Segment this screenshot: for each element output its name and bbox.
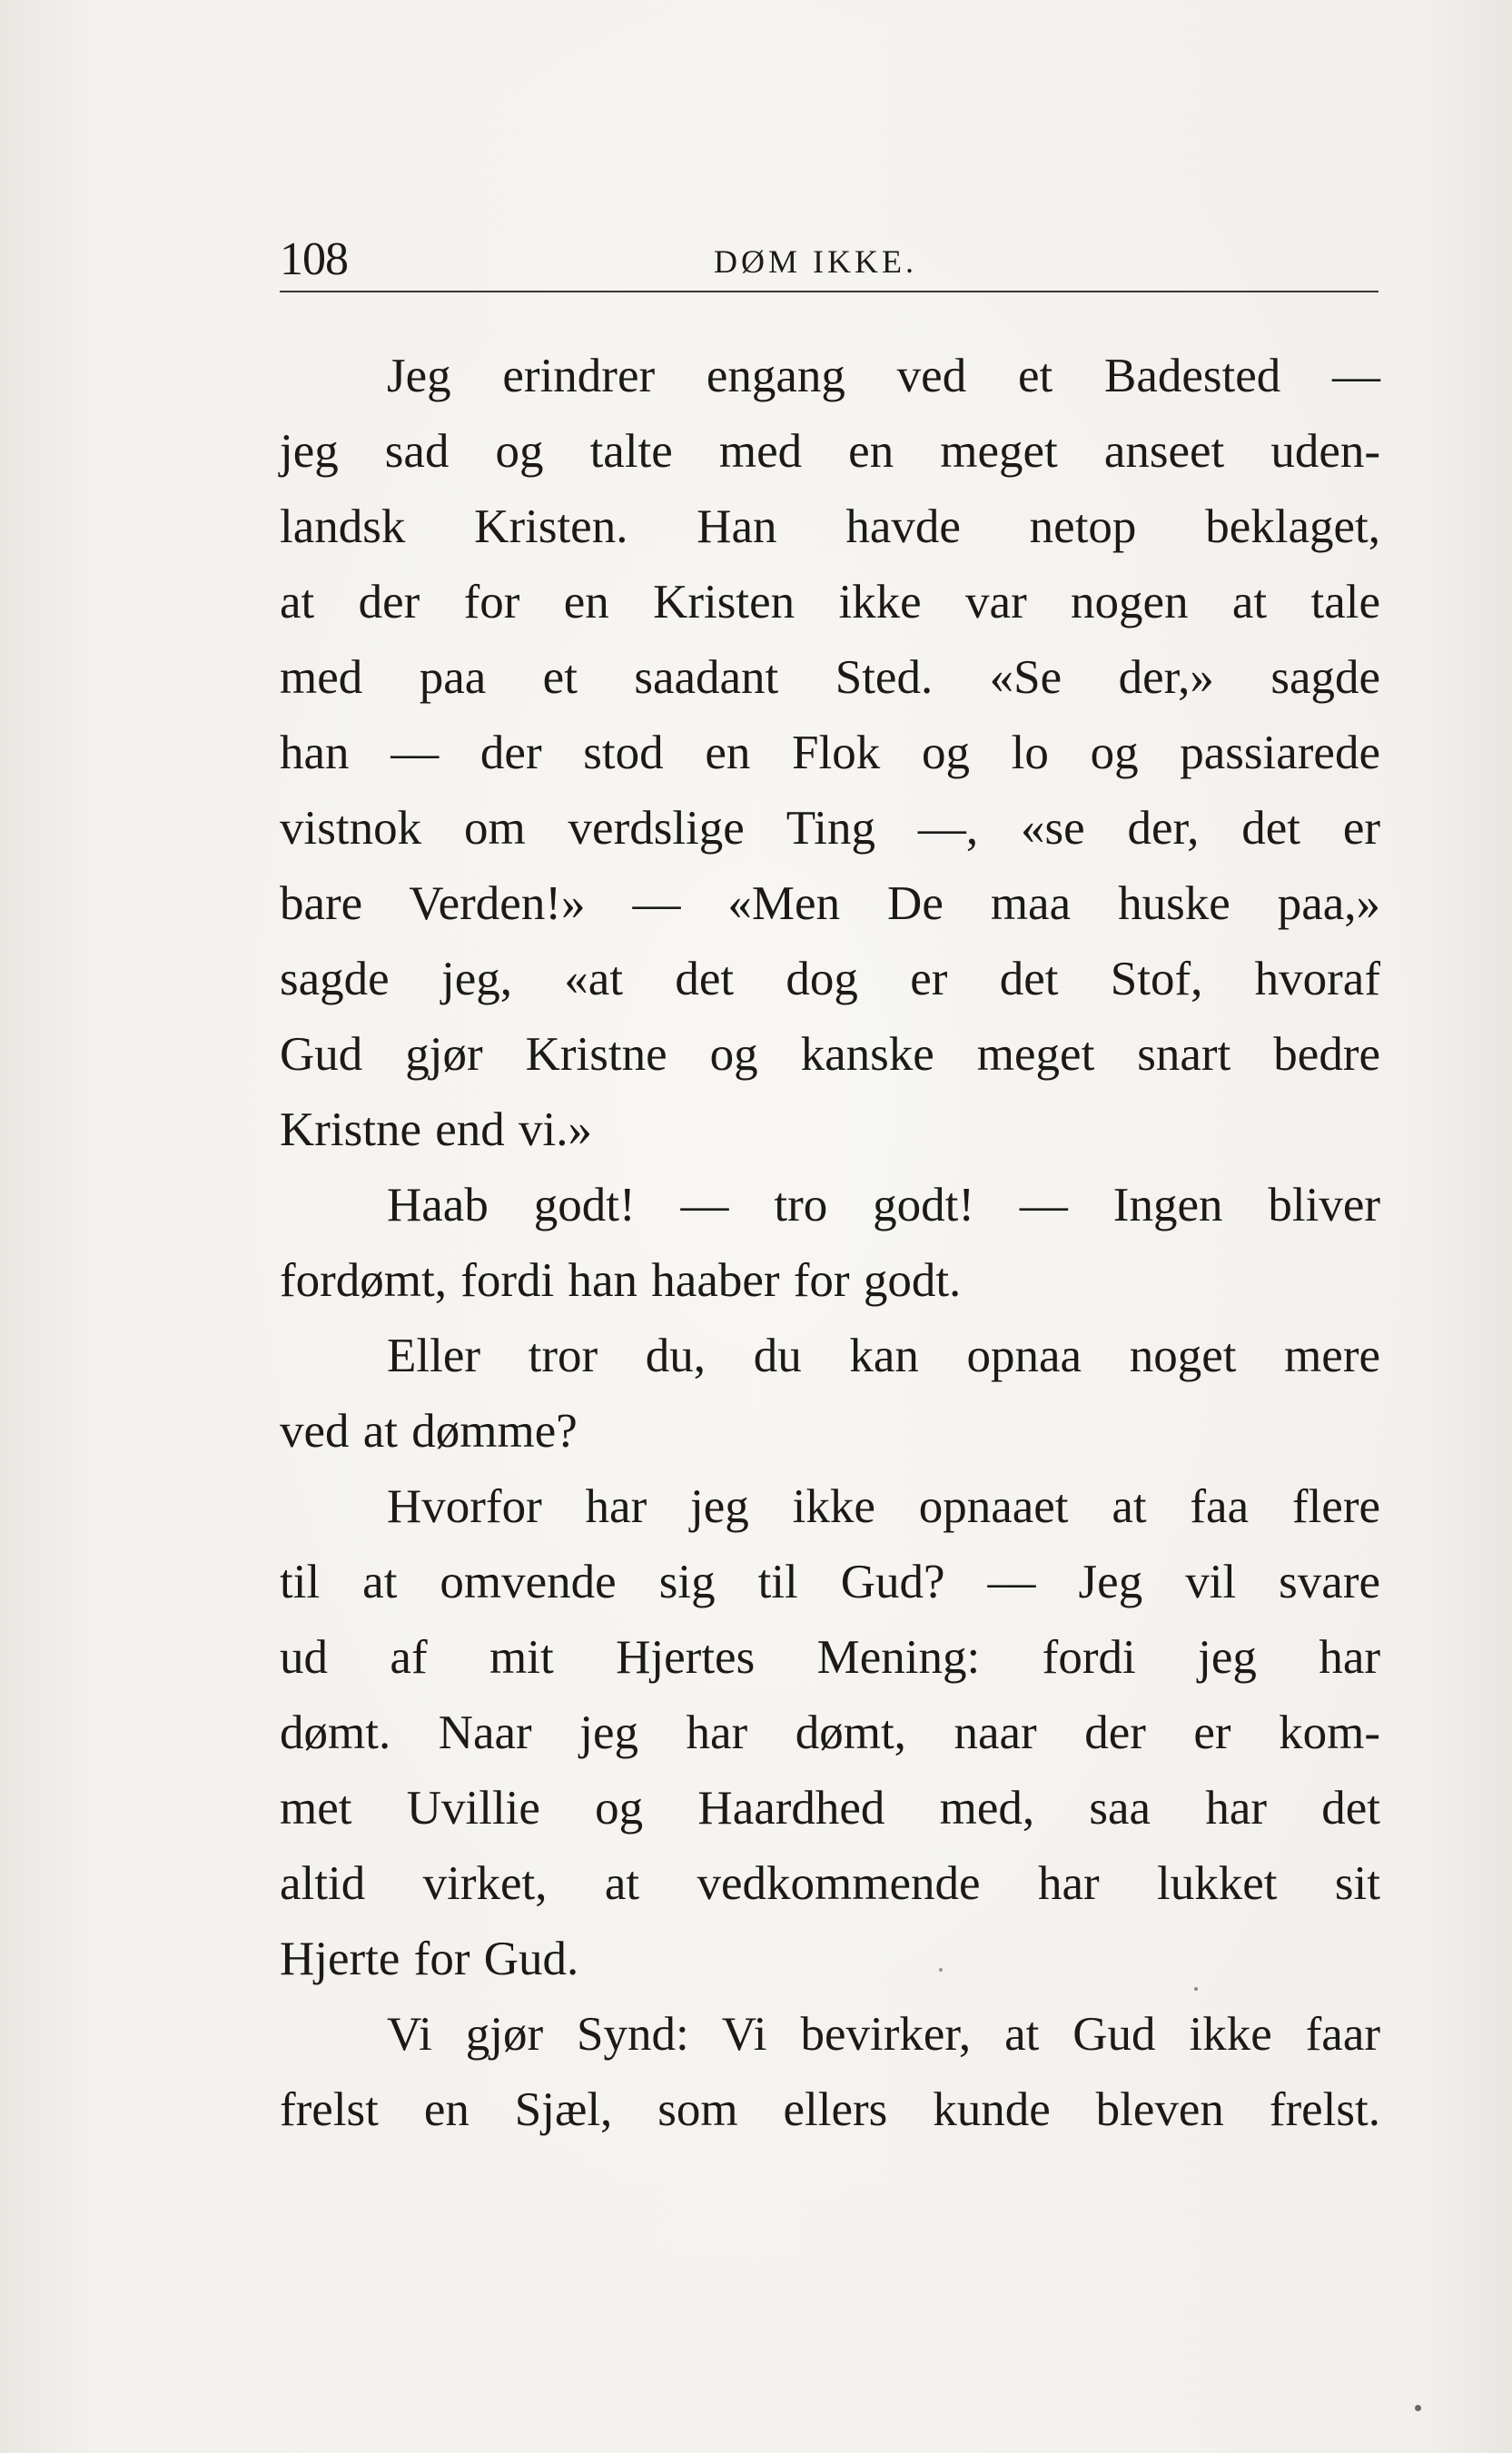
text-line: Vi gjør Synd: Vi bevirker, at Gud ikke faar xyxy=(387,2008,1380,2061)
body-text xyxy=(280,339,1380,2148)
text-line: Eller tror du, du kan opnaa noget mere xyxy=(387,1330,1380,1382)
text-line: vistnok om verdslige Ting —, «se der, det er xyxy=(280,802,1380,855)
header-rule xyxy=(280,291,1379,292)
text-line: ved at dømme? xyxy=(280,1405,578,1458)
paper-speck xyxy=(939,1968,943,1972)
text-line: ud af mit Hjertes Mening: fordi jeg har xyxy=(280,1631,1380,1684)
text-line: landsk Kristen. Han havde netop beklaget, xyxy=(280,500,1380,553)
text-line: jeg sad og talte med en meget anseet uden- xyxy=(280,425,1380,478)
text-line: sagde jeg, «at det dog er det Stof, hvoraf xyxy=(280,953,1380,1005)
paper-speck xyxy=(1194,1987,1198,1991)
text-line: frelst en Sjæl, som ellers kunde bleven frelst. xyxy=(280,2083,1380,2136)
text-line: altid virket, at vedkommende har lukket sit xyxy=(280,1857,1380,1910)
page-number: 108 xyxy=(280,233,348,285)
text-line: bare Verden!» — «Men De maa huske paa,» xyxy=(280,877,1380,930)
text-line: Hjerte for Gud. xyxy=(280,1933,579,1985)
text-line: han — der stod en Flok og lo og passiarede xyxy=(280,727,1380,779)
running-title: DØM IKKE. xyxy=(714,243,917,280)
text-line: Hvorfor har jeg ikke opnaaet at faa flere xyxy=(387,1480,1380,1533)
paper-speck xyxy=(1415,2405,1421,2411)
text-line: Haab godt! — tro godt! — Ingen bliver xyxy=(387,1179,1380,1231)
text-line: at der for en Kristen ikke var nogen at tale xyxy=(280,576,1380,628)
text-line: til at omvende sig til Gud? — Jeg vil svare xyxy=(280,1556,1380,1608)
text-line: fordømt, fordi han haaber for godt. xyxy=(280,1254,962,1307)
text-line: Gud gjør Kristne og kanske meget snart bedre xyxy=(280,1028,1380,1081)
text-line: dømt. Naar jeg har dømt, naar der er kom- xyxy=(280,1706,1380,1759)
text-line: Jeg erindrer engang ved et Badested — xyxy=(387,350,1380,402)
page-header xyxy=(280,216,1380,289)
text-line: med paa et saadant Sted. «Se der,» sagde xyxy=(280,651,1380,704)
text-line: Kristne end vi.» xyxy=(280,1103,593,1156)
text-line: met Uvillie og Haardhed med, saa har det xyxy=(280,1782,1380,1835)
